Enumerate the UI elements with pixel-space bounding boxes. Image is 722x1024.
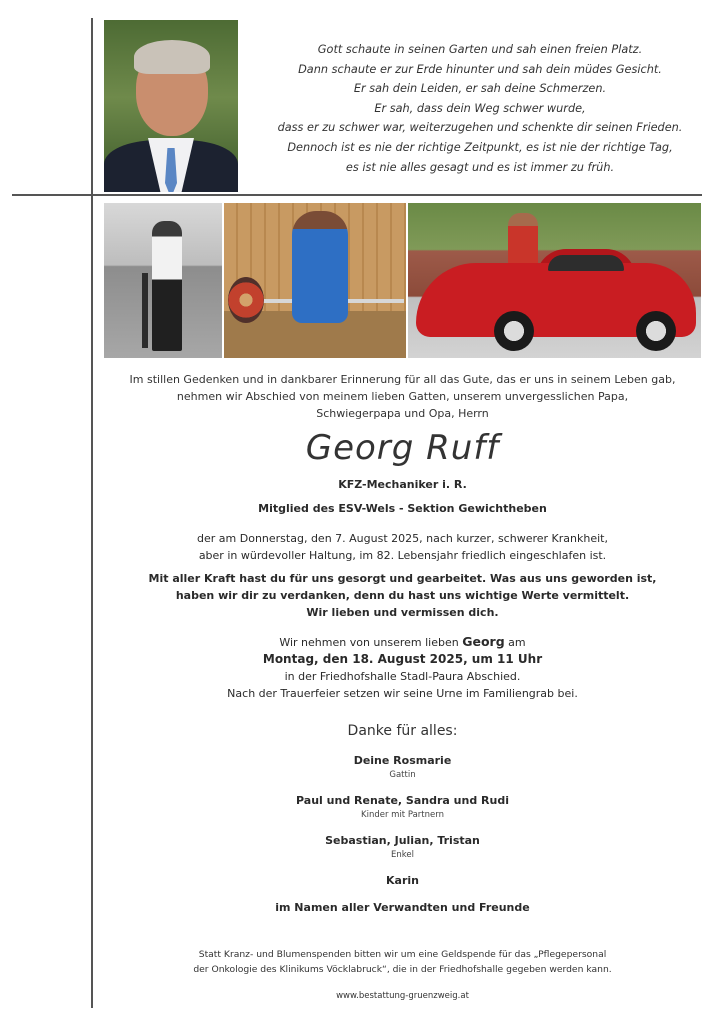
tribute-line: haben wir dir zu verdanken, denn du hast uns wichtige Werte vermittelt. — [175, 589, 630, 602]
poem-line: Gott schaute in seinen Garten und sah einen freien Platz. — [317, 43, 643, 56]
portrait-photo — [104, 20, 238, 192]
poem-line: dass er zu schwer war, weiterzugehen und schenkte dir seinen Frieden. — [277, 121, 683, 135]
farewell-location: in der Friedhofshalle Stadl-Paura Abschied. — [284, 670, 521, 683]
mourner-name: Karin — [386, 874, 419, 887]
death-line: aber in würdevoller Haltung, im 82. Lebensjahr friedlich eingeschlafen ist. — [198, 549, 607, 562]
mourner-entry — [104, 901, 701, 914]
tribute-text — [104, 570, 701, 621]
mourner-role: Enkel — [391, 850, 414, 860]
farewell-first-name: Georg — [462, 634, 505, 649]
poem-line: Dennoch ist es nie der richtige Zeitpunkt, es ist nie der richtige Tag, — [287, 140, 673, 154]
death-line: der am Donnerstag, den 7. August 2025, nach kurzer, schwerer Krankheit, — [197, 532, 608, 545]
mourner-name: im Namen aller Verwandten und Freunde — [275, 901, 530, 914]
mourner-name: Sebastian, Julian, Tristan — [325, 834, 480, 847]
mourner-name: Deine Rosmarie — [353, 754, 452, 767]
mourner-role: Gattin — [389, 770, 416, 780]
donation-line: der Onkologie des Klinikums Vöcklabruck“, die in der Friedhofshalle gegeben werden kann. — [193, 964, 612, 975]
farewell-burial: Nach der Trauerfeier setzen wir seine Urne im Familiengrab bei. — [227, 687, 578, 700]
mourner-entry — [104, 794, 701, 820]
vertical-divider — [91, 18, 93, 1008]
photo-red-car — [408, 203, 701, 358]
intro-line: Im stillen Gedenken und in dankbarer Erinnerung für all das Gute, das er uns in seinem Leben gab, — [129, 373, 676, 386]
mourner-entry — [104, 834, 701, 860]
death-notice — [104, 530, 701, 564]
farewell-suffix: am — [504, 636, 526, 649]
thanks-heading: Danke für alles: — [347, 723, 458, 739]
deceased-name: Georg Ruff — [305, 428, 500, 468]
deceased-club: Mitglied des ESV-Wels - Sektion Gewichtheben — [258, 502, 547, 515]
farewell-prefix: Wir nehmen von unserem lieben — [279, 636, 463, 649]
website-link[interactable]: www.bestattung-gruenzweig.at — [336, 991, 469, 1001]
mourner-entry — [104, 754, 701, 780]
poem — [270, 40, 690, 177]
intro-line: Schwiegerpapa und Opa, Herrn — [316, 407, 489, 420]
poem-line: es ist nie alles gesagt und es ist immer zu früh. — [345, 160, 615, 174]
tribute-line: Wir lieben und vermissen dich. — [306, 606, 499, 619]
donation-line: Statt Kranz- und Blumenspenden bitten wir um eine Geldspende für das „Pflegepersonal — [198, 949, 607, 960]
mourner-name: Paul und Renate, Sandra und Rudi — [296, 794, 509, 807]
photo-weightlifting — [224, 203, 406, 358]
farewell-line — [104, 633, 701, 651]
donation-note — [104, 947, 701, 977]
mourner-entry — [104, 874, 701, 887]
photo-lake — [104, 203, 222, 358]
intro-line: nehmen wir Abschied von meinem lieben Gatten, unserem unvergesslichen Papa, — [176, 390, 629, 403]
farewell-date: Montag, den 18. August 2025, um 11 Uhr — [262, 652, 543, 666]
intro-text — [104, 371, 701, 422]
poem-line: Dann schaute er zur Erde hinunter und sah dein müdes Gesicht. — [298, 62, 662, 76]
poem-line: Er sah dein Leiden, er sah deine Schmerzen. — [353, 82, 607, 96]
mourner-role: Kinder mit Partnern — [361, 810, 444, 820]
deceased-job: KFZ-Mechaniker i. R. — [338, 478, 467, 491]
tribute-line: Mit aller Kraft hast du für uns gesorgt und gearbeitet. Was aus uns geworden ist, — [148, 572, 657, 585]
horizontal-divider — [12, 194, 702, 196]
poem-line: Er sah, dass dein Weg schwer wurde, — [374, 101, 586, 115]
farewell-info — [104, 633, 701, 702]
